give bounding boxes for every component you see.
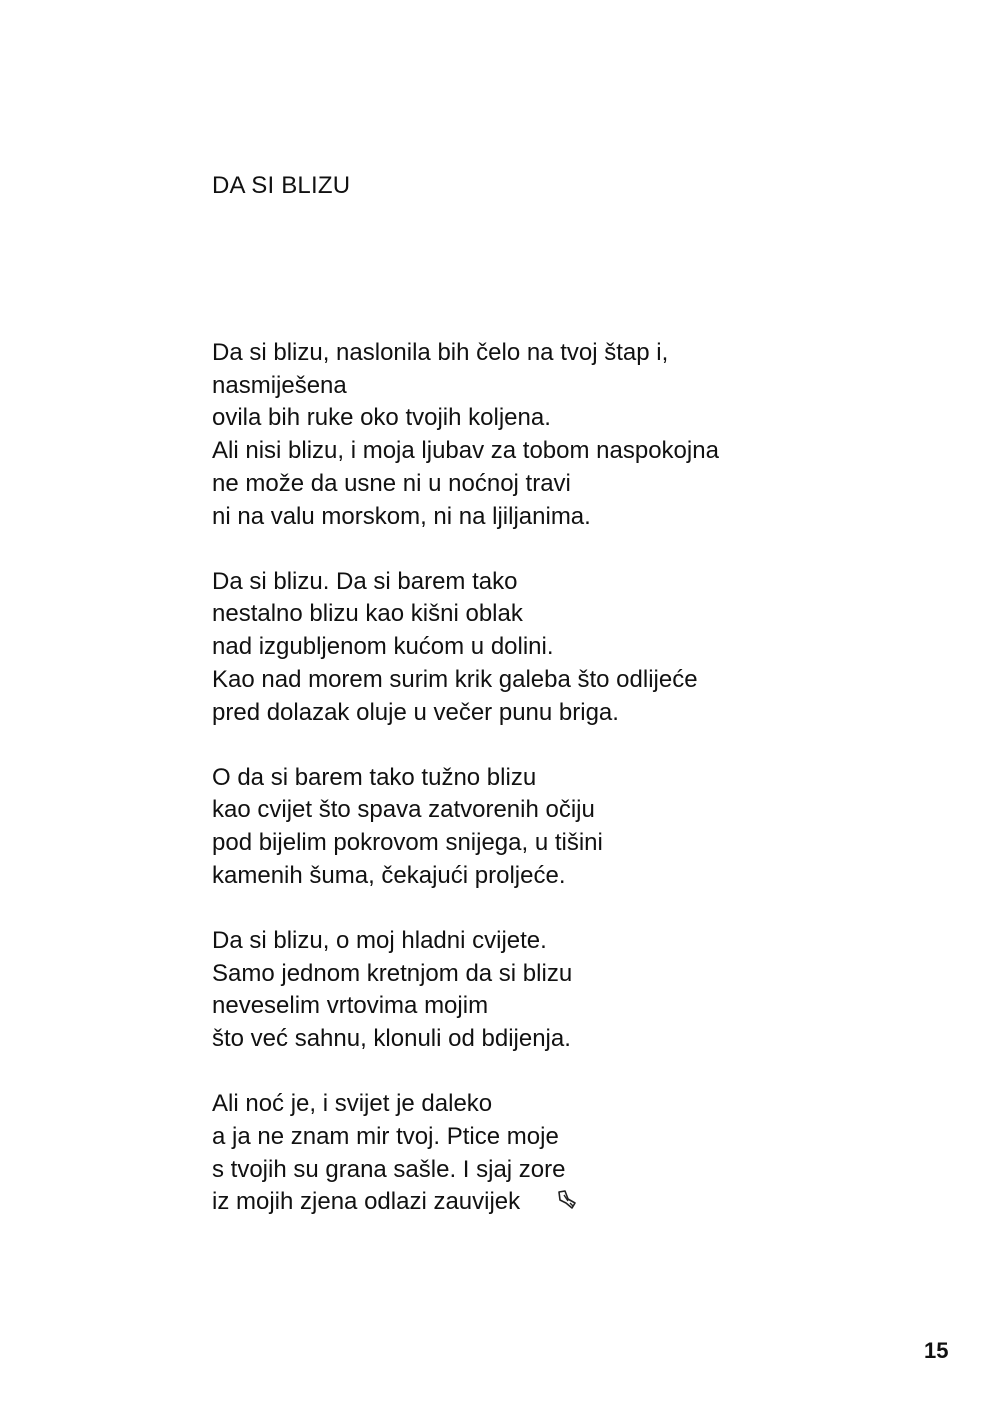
poem-line: ni na valu morskom, ni na ljiljanima. <box>212 502 591 530</box>
stanza-2 <box>212 566 912 730</box>
poem-line: Samo jednom kretnjom da si blizu <box>212 959 573 987</box>
poem-line: Da si blizu, o moj hladni cvijete. <box>212 927 547 955</box>
poem-line: kao cvijet što spava zatvorenih očiju <box>212 796 595 824</box>
poem-line: ne može da usne ni u noćnoj travi <box>212 469 571 497</box>
poem-line: Da si blizu, naslonila bih čelo na tvoj štap i, <box>212 339 669 366</box>
poem-line: Da si blizu. Da si barem tako <box>212 567 518 595</box>
stanza-1 <box>212 337 912 533</box>
poem-line: pod bijelim pokrovom snijega, u tišini <box>212 829 603 857</box>
poem-line: s tvojih su grana sašle. I sjaj zore <box>212 1155 566 1183</box>
poem-line: što već sahnu, klonuli od bdijenja. <box>212 1025 571 1053</box>
poem-line: a ja ne znam mir tvoj. Ptice moje <box>212 1123 559 1151</box>
stanza-5 <box>212 1088 912 1219</box>
poem-title: DA SI BLIZU <box>212 172 351 199</box>
poem-line: nestalno blizu kao kišni oblak <box>212 600 523 628</box>
stanza-3 <box>212 762 912 893</box>
stanza-4 <box>212 925 912 1056</box>
poem-line: kamenih šuma, čekajući proljeće. <box>212 861 566 889</box>
poem-line: Ali noć je, i svijet je daleko <box>212 1090 493 1118</box>
poem-line <box>212 1186 912 1219</box>
poem-line: Ali nisi blizu, i moja ljubav za tobom naspokojna <box>212 437 719 465</box>
poem-line: nad izgubljenom kućom u dolini. <box>212 633 554 661</box>
pen-nib-icon <box>556 1188 578 1210</box>
page-number: 15 <box>924 1338 949 1363</box>
poem-line: nasmiješena <box>212 371 347 399</box>
poem-body <box>212 337 912 1252</box>
poem-line-text: iz mojih zjena odlazi zauvijek <box>212 1188 521 1216</box>
poem-line: ovila bih ruke oko tvojih koljena. <box>212 404 551 432</box>
poem-line: O da si barem tako tužno blizu <box>212 763 537 791</box>
poem-line: Kao nad morem surim krik galeba što odlijeće <box>212 665 698 693</box>
poem-line: neveselim vrtovima mojim <box>212 992 489 1020</box>
poem-line: pred dolazak oluje u večer punu briga. <box>212 698 619 726</box>
